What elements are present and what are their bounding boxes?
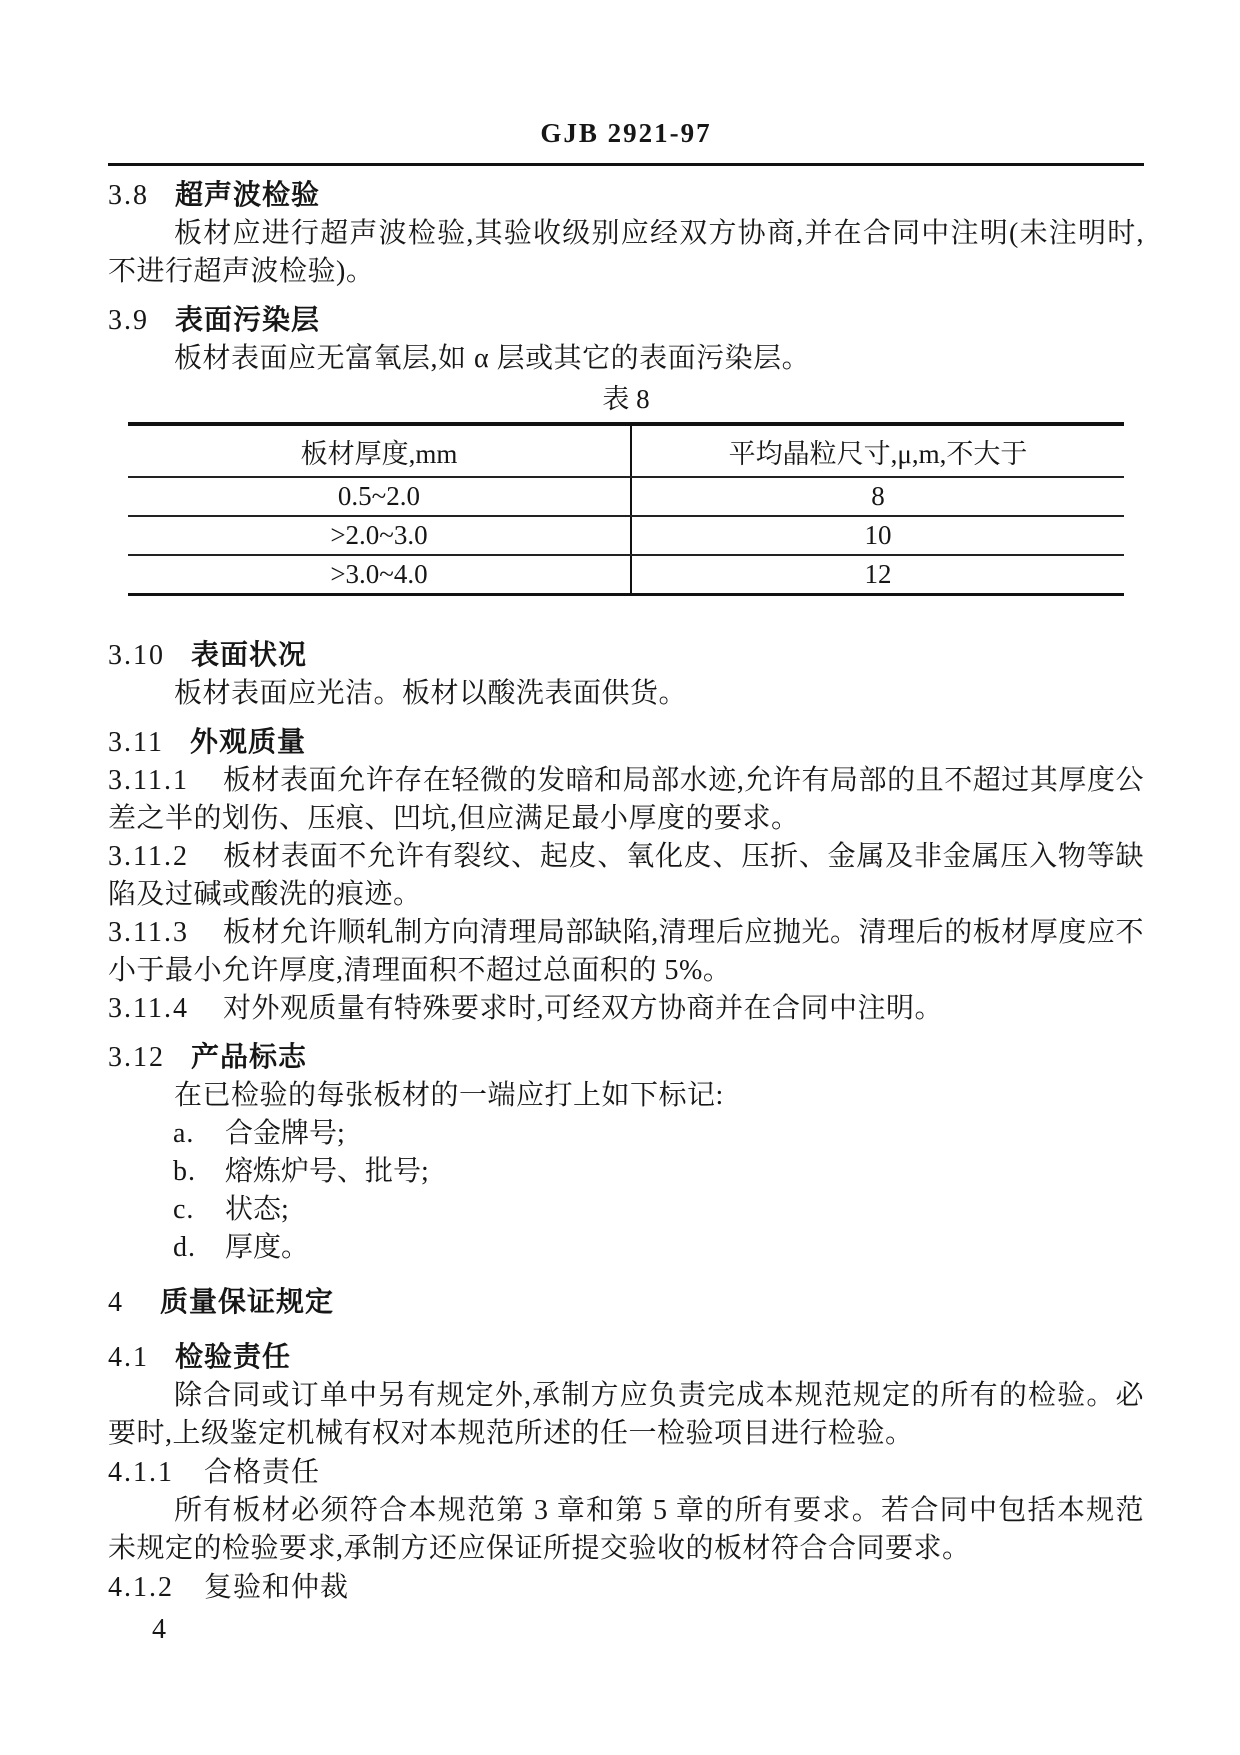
paragraph-3-10: 板材表面应光洁。板材以酸洗表面供货。 (174, 678, 688, 709)
section-heading-3-11 (108, 723, 1144, 762)
cell-grain-size: 12 (864, 559, 892, 589)
clause-number: 3.11.2 (108, 841, 189, 872)
section-heading-3-8 (108, 176, 1144, 215)
section-number: 4.1 (108, 1342, 149, 1373)
table-row (128, 477, 1124, 516)
section-number: 3.12 (108, 1042, 165, 1073)
paragraph-3-11-2 (108, 838, 1144, 914)
column-header-grain-size: 平均晶粒尺寸,μ,m,不大于 (631, 424, 1124, 477)
list-item-text: 状态; (225, 1194, 289, 1225)
list-item-label: d. (173, 1232, 196, 1263)
clause-number: 3.11.3 (108, 917, 189, 948)
list-item-label: a. (173, 1118, 195, 1149)
table-header-row (128, 424, 1124, 477)
section-number: 4.1.2 (108, 1572, 174, 1603)
table-row (128, 516, 1124, 555)
clause-text: 板材允许顺轧制方向清理局部缺陷,清理后应抛光。清理后的板材厚度应不小于最小允许厚度,清理面积不超过总面积的 5%。 (108, 917, 1144, 986)
paragraph-4-1-1: 所有板材必须符合本规范第 3 章和第 5 章的所有要求。若合同中包括本规范未规定的检验要求,承制方还应保证所提交验收的板材符合合同要求。 (108, 1495, 1144, 1564)
section-title: 检验责任 (175, 1341, 292, 1372)
header-rule (108, 163, 1144, 166)
list-item-b (108, 1153, 1144, 1191)
section-heading-3-9 (108, 301, 1144, 340)
section-title: 复验和仲裁 (204, 1571, 350, 1602)
clause-text: 对外观质量有特殊要求时,可经双方协商并在合同中注明。 (222, 993, 943, 1024)
list-item-a (108, 1115, 1144, 1153)
section-number: 4.1.1 (108, 1457, 174, 1488)
cell-thickness: >3.0~4.0 (128, 555, 631, 595)
table-8-caption: 表 8 (602, 384, 650, 414)
section-heading-4-1-2 (108, 1568, 1144, 1607)
list-item-label: b. (173, 1156, 196, 1187)
list-item-text: 熔炼炉号、批号; (225, 1156, 429, 1187)
list-item-text: 厚度。 (225, 1232, 310, 1263)
section-heading-4-1 (108, 1338, 1144, 1377)
section-number: 3.10 (108, 640, 165, 671)
section-heading-3-12 (108, 1038, 1144, 1077)
section-title: 表面状况 (191, 639, 308, 670)
cell-thickness: >2.0~3.0 (128, 516, 631, 555)
list-item-d (108, 1229, 1144, 1267)
section-number: 3.9 (108, 305, 149, 336)
clause-number: 3.11.1 (108, 765, 189, 796)
section-title: 产品标志 (191, 1041, 308, 1072)
cell-grain-size: 10 (631, 516, 1124, 555)
clause-number: 3.11.4 (108, 993, 189, 1024)
page-number: 4 (152, 1614, 166, 1645)
cell-thickness: 0.5~2.0 (128, 477, 631, 516)
list-item-label: c. (173, 1194, 195, 1225)
section-number: 3.8 (108, 180, 149, 211)
section-title: 超声波检验 (175, 179, 321, 210)
table-row (128, 555, 1124, 595)
table-8 (128, 422, 1124, 596)
clause-text: 板材表面不允许有裂纹、起皮、氧化皮、压折、金属及非金属压入物等缺陷及过碱或酸洗的痕迹。 (108, 841, 1144, 910)
section-title: 表面污染层 (175, 304, 321, 335)
paragraph-3-8: 板材应进行超声波检验,其验收级别应经双方协商,并在合同中注明(未注明时,不进行超声波检验)。 (108, 218, 1144, 287)
section-heading-4-1-1 (108, 1453, 1144, 1492)
paragraph-3-12-intro: 在已检验的每张板材的一端应打上如下标记: (174, 1080, 724, 1111)
chapter-heading-4 (108, 1283, 1144, 1322)
paragraph-3-9: 板材表面应无富氧层,如 α 层或其它的表面污染层。 (174, 343, 811, 374)
section-number: 3.11 (108, 727, 164, 758)
paragraph-3-11-1 (108, 762, 1144, 838)
section-title: 外观质量 (189, 726, 306, 757)
chapter-title: 质量保证规定 (160, 1286, 335, 1317)
paragraph-3-11-4 (108, 990, 1144, 1028)
chapter-number: 4 (108, 1287, 124, 1318)
column-header-thickness: 板材厚度,mm (128, 424, 631, 477)
paragraph-3-11-3 (108, 914, 1144, 990)
doc-number-header: GJB 2921-97 (540, 118, 712, 148)
section-title: 合格责任 (204, 1456, 321, 1487)
clause-text: 板材表面允许存在轻微的发暗和局部水迹,允许有局部的且不超过其厚度公差之半的划伤、压痕、凹坑,但应满足最小厚度的要求。 (108, 765, 1144, 834)
cell-grain-size: 8 (631, 477, 1124, 516)
list-item-text: 合金牌号; (225, 1118, 345, 1149)
list-item-c (108, 1191, 1144, 1229)
paragraph-4-1: 除合同或订单中另有规定外,承制方应负责完成本规范规定的所有的检验。必要时,上级鉴定机械有权对本规范所述的任一检验项目进行检验。 (108, 1380, 1144, 1449)
section-heading-3-10 (108, 636, 1144, 675)
